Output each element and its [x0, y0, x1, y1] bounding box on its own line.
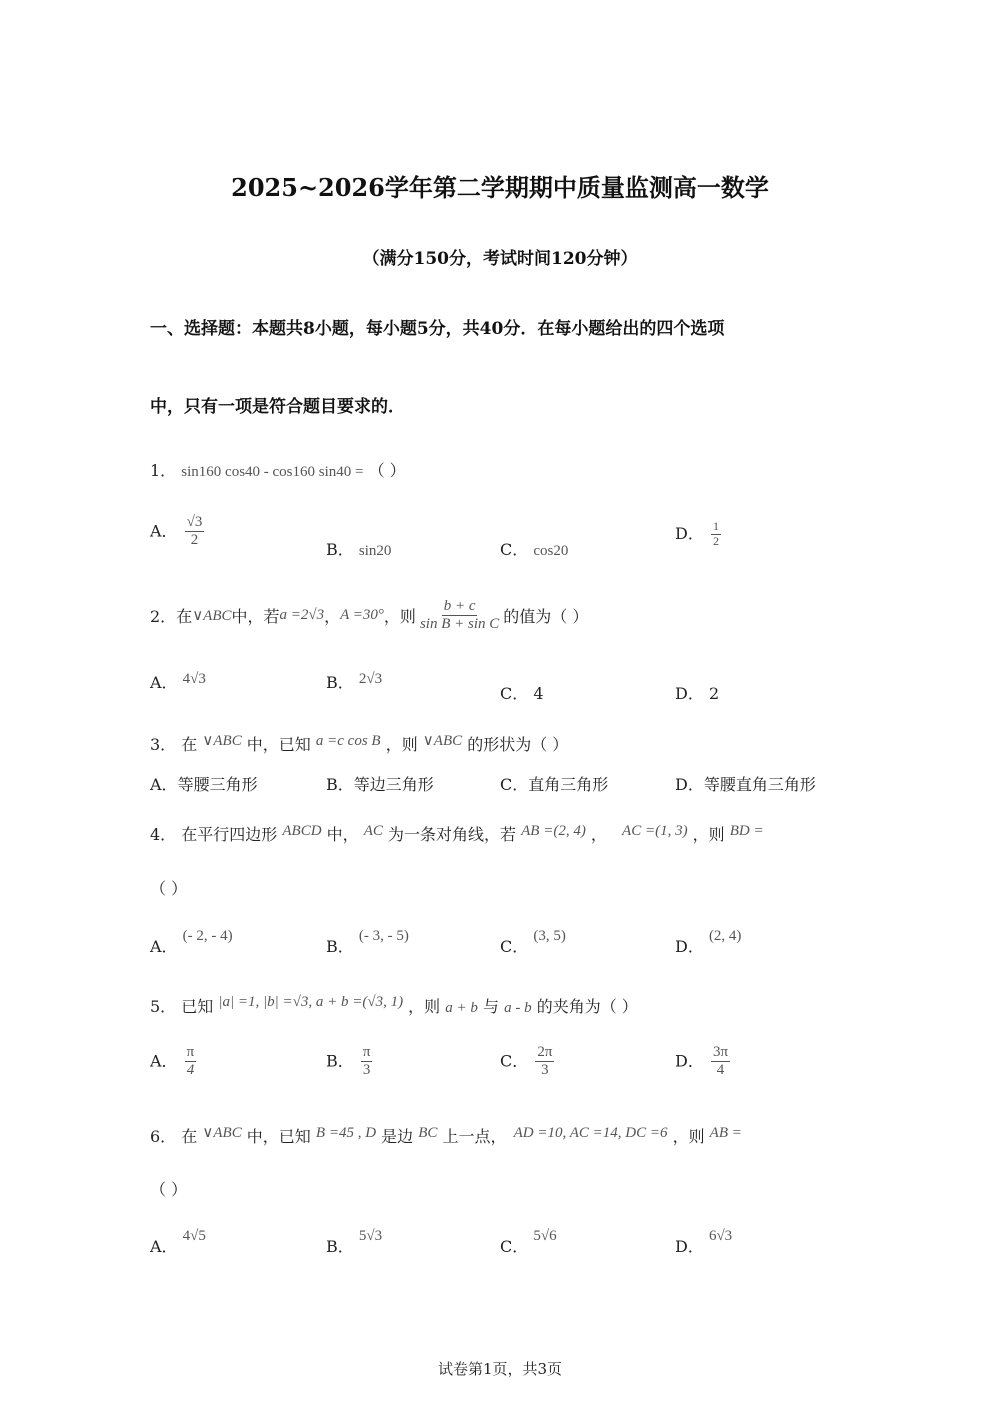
- q6-option-c: [500, 1228, 557, 1257]
- question-number: 4．: [150, 825, 177, 844]
- question-text: 的夹角为（ ）: [536, 997, 638, 1016]
- question-text: ，则: [692, 825, 725, 844]
- q5-option-c: [500, 1044, 556, 1080]
- question-5: [150, 994, 638, 1017]
- option-label: A．: [150, 937, 178, 956]
- q2-option-d: [675, 681, 719, 704]
- diagonal-name: AC: [363, 823, 383, 839]
- vector-difference: a - b: [504, 1000, 532, 1016]
- question-1: [150, 458, 406, 481]
- q2-option-a: [150, 670, 206, 693]
- option-label: A．: [150, 673, 178, 692]
- option-value: 等边三角形: [353, 775, 434, 794]
- question-number: 5．: [150, 997, 177, 1016]
- question-text: 为一条对角线，若: [388, 825, 517, 844]
- option-value: 5√6: [533, 1228, 557, 1244]
- option-label: A．: [150, 1051, 178, 1071]
- q4-option-a: [150, 928, 233, 957]
- option-label: B．: [326, 937, 354, 956]
- question-text: 是边: [381, 1127, 414, 1146]
- option-value: (2, 4): [708, 928, 742, 944]
- answer-bracket: （ ）: [150, 879, 188, 898]
- exam-title: 2025~2026学年第二学期期中质量监测高一数学: [231, 173, 769, 202]
- option-value: (3, 5): [533, 928, 566, 944]
- question-text: 在: [176, 607, 193, 627]
- q4-option-c: [500, 928, 566, 957]
- option-label: A．: [150, 521, 178, 541]
- q6-option-b: [326, 1228, 382, 1257]
- given-conditions: |a| =1, |b| =√3, a + b =(√3, 1): [218, 994, 404, 1010]
- triangle-symbol: ∨ABC: [422, 733, 463, 749]
- option-value: 等腰直角三角形: [703, 775, 816, 794]
- option-label: A．: [150, 775, 178, 794]
- q4-option-b: [326, 928, 409, 957]
- vector-bd: BD =: [729, 823, 764, 839]
- fraction-denominator: 4: [716, 1062, 725, 1079]
- question-number: 3．: [150, 735, 177, 754]
- question-text: 已知: [181, 997, 214, 1016]
- q3-option-c: [500, 772, 608, 795]
- option-value: 6√3: [708, 1228, 733, 1244]
- question-text: 上一点，: [442, 1127, 507, 1146]
- question-text: ，则: [383, 607, 416, 627]
- option-label: A．: [150, 1237, 178, 1256]
- option-value: cos20: [533, 543, 569, 559]
- question-text: 在: [181, 1127, 198, 1146]
- vector-sum: a + b: [445, 1000, 478, 1016]
- fraction-numerator: b + c: [442, 598, 478, 616]
- q2-option-b: [326, 670, 382, 693]
- condition-angle: A =30°: [340, 607, 384, 624]
- option-label: B．: [326, 673, 354, 692]
- condition: a =c cos B: [315, 733, 381, 749]
- option-label: B．: [326, 1051, 354, 1071]
- option-value: 4√3: [182, 671, 206, 687]
- option-label: B．: [326, 775, 354, 794]
- q5-option-a: [150, 1044, 198, 1080]
- question-text: 中，已知: [246, 1127, 311, 1146]
- option-label: B．: [326, 540, 354, 559]
- option-value: (- 2, - 4): [182, 928, 233, 944]
- triangle-symbol: ∨ABC: [202, 1125, 242, 1141]
- condition-side: a =2√3: [279, 607, 325, 624]
- option-label: C．: [500, 1237, 529, 1256]
- triangle-symbol: ∨ABC: [202, 733, 242, 749]
- question-text: 中，已知: [246, 735, 311, 754]
- question-text: 在平行四边形: [181, 825, 278, 844]
- option-value: 2√3: [358, 671, 383, 687]
- option-value: sin20: [358, 543, 392, 559]
- question-text: 在: [181, 735, 198, 754]
- question-text: ，则: [385, 735, 418, 754]
- q3-option-d: [675, 772, 816, 795]
- option-value: 2: [708, 684, 720, 703]
- question-text: ，: [324, 607, 341, 627]
- question-text: 中，若: [231, 607, 280, 627]
- option-label: D．: [675, 684, 704, 703]
- fraction-numerator: π: [361, 1044, 373, 1062]
- q5-option-d: [675, 1044, 732, 1080]
- question-expression: sin160 cos40 - cos160 sin40 =: [181, 464, 364, 480]
- option-label: B．: [326, 1237, 354, 1256]
- answer-bracket: （ ）: [150, 1180, 188, 1199]
- fraction-denominator: 4: [186, 1062, 195, 1079]
- option-label: D．: [675, 523, 704, 543]
- triangle-symbol: ∨ABC: [192, 608, 232, 625]
- side-name: BC: [418, 1125, 438, 1141]
- q4-option-d: [675, 928, 741, 957]
- option-value: 直角三角形: [528, 775, 609, 794]
- question-text: 中，: [326, 825, 359, 844]
- fraction-denominator: sin B + sin C: [419, 616, 500, 633]
- option-label: D．: [675, 775, 704, 794]
- fraction-numerator: 1: [712, 519, 719, 533]
- question-text: ，: [590, 825, 607, 844]
- fraction-denominator: 2: [190, 532, 199, 549]
- q5-option-b: [326, 1044, 374, 1080]
- exam-subtitle: （满分150分，考试时间120分钟）: [362, 249, 638, 269]
- fraction-numerator: 3π: [711, 1044, 730, 1062]
- question-6: [150, 1123, 742, 1147]
- option-label: D．: [675, 1051, 704, 1071]
- question-number: 1．: [150, 461, 177, 480]
- q3-option-a: [150, 772, 258, 795]
- q1-option-d: [675, 520, 723, 549]
- question-3: [150, 731, 568, 755]
- fraction-numerator: π: [185, 1044, 197, 1062]
- question-text: ，则: [672, 1127, 705, 1146]
- question-text: 的形状为（ ）: [467, 735, 569, 754]
- vector-ab: AB =(2, 4): [521, 823, 586, 839]
- angle-condition: B =45 , D: [315, 1125, 377, 1141]
- vector-ac: AC =(1, 3): [622, 823, 688, 839]
- question-number: 6．: [150, 1127, 177, 1146]
- question-2: [150, 598, 588, 634]
- question-number: 2．: [150, 607, 177, 627]
- question-text: ，则: [408, 997, 441, 1016]
- fraction-denominator: 3: [541, 1062, 549, 1079]
- question-4: [150, 822, 764, 845]
- option-value: 5√3: [358, 1228, 383, 1244]
- q2-option-c: [500, 681, 544, 704]
- answer-bracket: （ ）: [368, 461, 406, 480]
- q3-option-b: [326, 772, 434, 795]
- parallelogram-name: ABCD: [282, 823, 322, 839]
- question-text: 的值为（ ）: [503, 607, 589, 627]
- option-value: 4√5: [182, 1228, 206, 1244]
- option-label: C．: [500, 1051, 529, 1071]
- fraction-denominator: 2: [712, 533, 719, 548]
- section-heading-line2: 中，只有一项是符合题目要求的．: [150, 397, 405, 417]
- q1-option-b: [326, 537, 391, 560]
- option-label: C．: [500, 684, 529, 703]
- q6-option-a: [150, 1228, 206, 1257]
- q6-option-d: [675, 1228, 732, 1257]
- option-value: 等腰三角形: [177, 775, 258, 794]
- fraction-numerator: 2π: [535, 1044, 554, 1062]
- option-label: C．: [500, 540, 529, 559]
- q1-option-a: [150, 514, 206, 550]
- section-heading-line1: 一、选择题：本题共8小题，每小题5分，共40分．在每小题给出的四个选项: [150, 319, 725, 339]
- q1-option-c: [500, 537, 568, 560]
- option-value: 4: [533, 684, 544, 703]
- question-text: 与: [483, 997, 500, 1016]
- fraction-denominator: 3: [362, 1062, 371, 1079]
- option-value: (- 3, - 5): [358, 928, 409, 944]
- target-side: AB =: [709, 1125, 742, 1141]
- option-label: D．: [675, 1237, 704, 1256]
- length-conditions: AD =10, AC =14, DC =6: [513, 1125, 668, 1141]
- option-label: C．: [500, 937, 529, 956]
- option-label: D．: [675, 937, 704, 956]
- page-footer: 试卷第1页，共3页: [437, 1360, 563, 1378]
- option-label: C．: [500, 775, 529, 794]
- fraction-numerator: √3: [185, 514, 205, 532]
